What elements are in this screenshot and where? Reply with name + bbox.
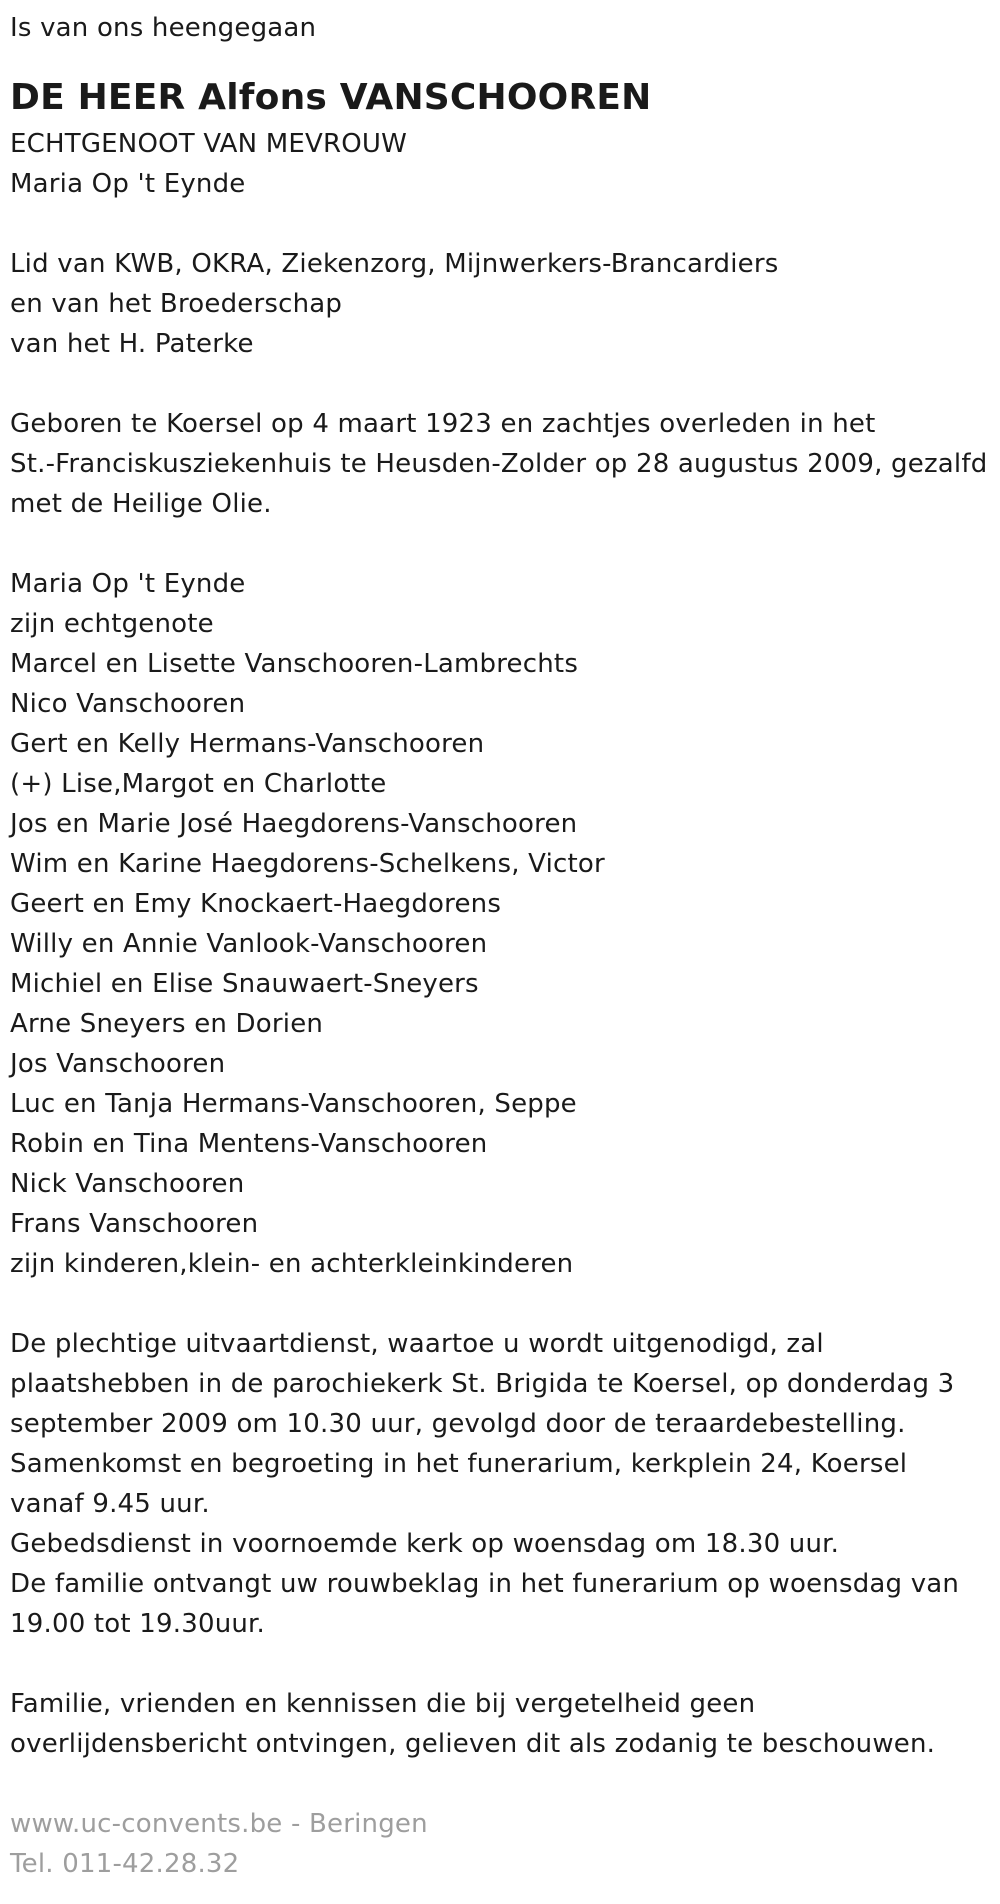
family-member: Michiel en Elise Snauwaert-Sneyers [10,969,479,999]
family-member: Marcel en Lisette Vanschooren-Lambrechts [10,649,579,679]
footer [10,1804,990,1884]
birth-death-line: met de Heilige Olie. [10,489,272,519]
family-member: Robin en Tina Mentens-Vanschooren [10,1129,488,1159]
family-member: Wim en Karine Haegdorens-Schelkens, Victor [10,849,605,879]
family-member: (+) Lise,Margot en Charlotte [10,769,387,799]
family-member: zijn echtgenote [10,609,214,639]
family-member: Jos en Marie José Haegdorens-Vanschooren [10,809,578,839]
service-line: De familie ontvangt uw rouwbeklag in het funerarium op woensdag van [10,1569,960,1599]
spacer [10,204,990,244]
family-member: Geert en Emy Knockaert-Haegdorens [10,889,502,919]
service-details [10,1324,990,1644]
family-member: Nico Vanschooren [10,689,246,719]
spacer [10,1284,990,1324]
family-member: Maria Op 't Eynde [10,569,246,599]
membership-line: van het H. Paterke [10,329,254,359]
service-line: Samenkomst en begroeting in het funerarium, kerkplein 24, Koersel [10,1449,908,1479]
service-line: plaatshebben in de parochiekerk St. Brigida te Koersel, op donderdag 3 [10,1369,955,1399]
family-list [10,564,990,1284]
family-member: zijn kinderen,klein- en achterkleinkinderen [10,1249,574,1279]
closing-note [10,1684,990,1764]
deceased-name: DE HEER Alfons VANSCHOOREN [10,77,652,118]
birth-death-block [10,404,990,524]
family-member: Arne Sneyers en Dorien [10,1009,324,1039]
spouse-name: Maria Op 't Eynde [10,169,246,199]
birth-death-line: Geboren te Koersel op 4 maart 1923 en zachtjes overleden in het [10,409,876,439]
service-line: 19.00 tot 19.30uur. [10,1609,266,1639]
footer-phone: Tel. 011-42.28.32 [10,1849,240,1879]
membership-line: Lid van KWB, OKRA, Ziekenzorg, Mijnwerkers-Brancardiers [10,249,779,279]
service-line: vanaf 9.45 uur. [10,1489,210,1519]
footer-website[interactable]: www.uc-convents.be - Beringen [10,1809,428,1839]
family-member: Nick Vanschooren [10,1169,245,1199]
closing-line: Familie, vrienden en kennissen die bij vergetelheid geen [10,1689,756,1719]
service-line: De plechtige uitvaartdienst, waartoe u wordt uitgenodigd, zal [10,1329,824,1359]
spacer [10,1764,990,1804]
spacer [10,364,990,404]
birth-death-line: St.-Franciskusziekenhuis te Heusden-Zolder op 28 augustus 2009, gezalfd [10,449,988,479]
spouse-title: ECHTGENOOT VAN MEVROUW [10,129,408,159]
family-member: Jos Vanschooren [10,1049,226,1079]
intro-text: Is van ons heengegaan [10,13,317,43]
service-line: september 2009 om 10.30 uur, gevolgd door de teraardebestelling. [10,1409,906,1439]
spacer [10,1644,990,1684]
closing-line: overlijdensbericht ontvingen, gelieven dit als zodanig te beschouwen. [10,1729,936,1759]
family-member: Frans Vanschooren [10,1209,259,1239]
family-member: Gert en Kelly Hermans-Vanschooren [10,729,485,759]
family-member: Willy en Annie Vanlook-Vanschooren [10,929,488,959]
family-member: Luc en Tanja Hermans-Vanschooren, Seppe [10,1089,577,1119]
memberships-block [10,244,990,364]
spacer [10,524,990,564]
service-line: Gebedsdienst in voornoemde kerk op woensdag om 18.30 uur. [10,1529,840,1559]
membership-line: en van het Broederschap [10,289,343,319]
